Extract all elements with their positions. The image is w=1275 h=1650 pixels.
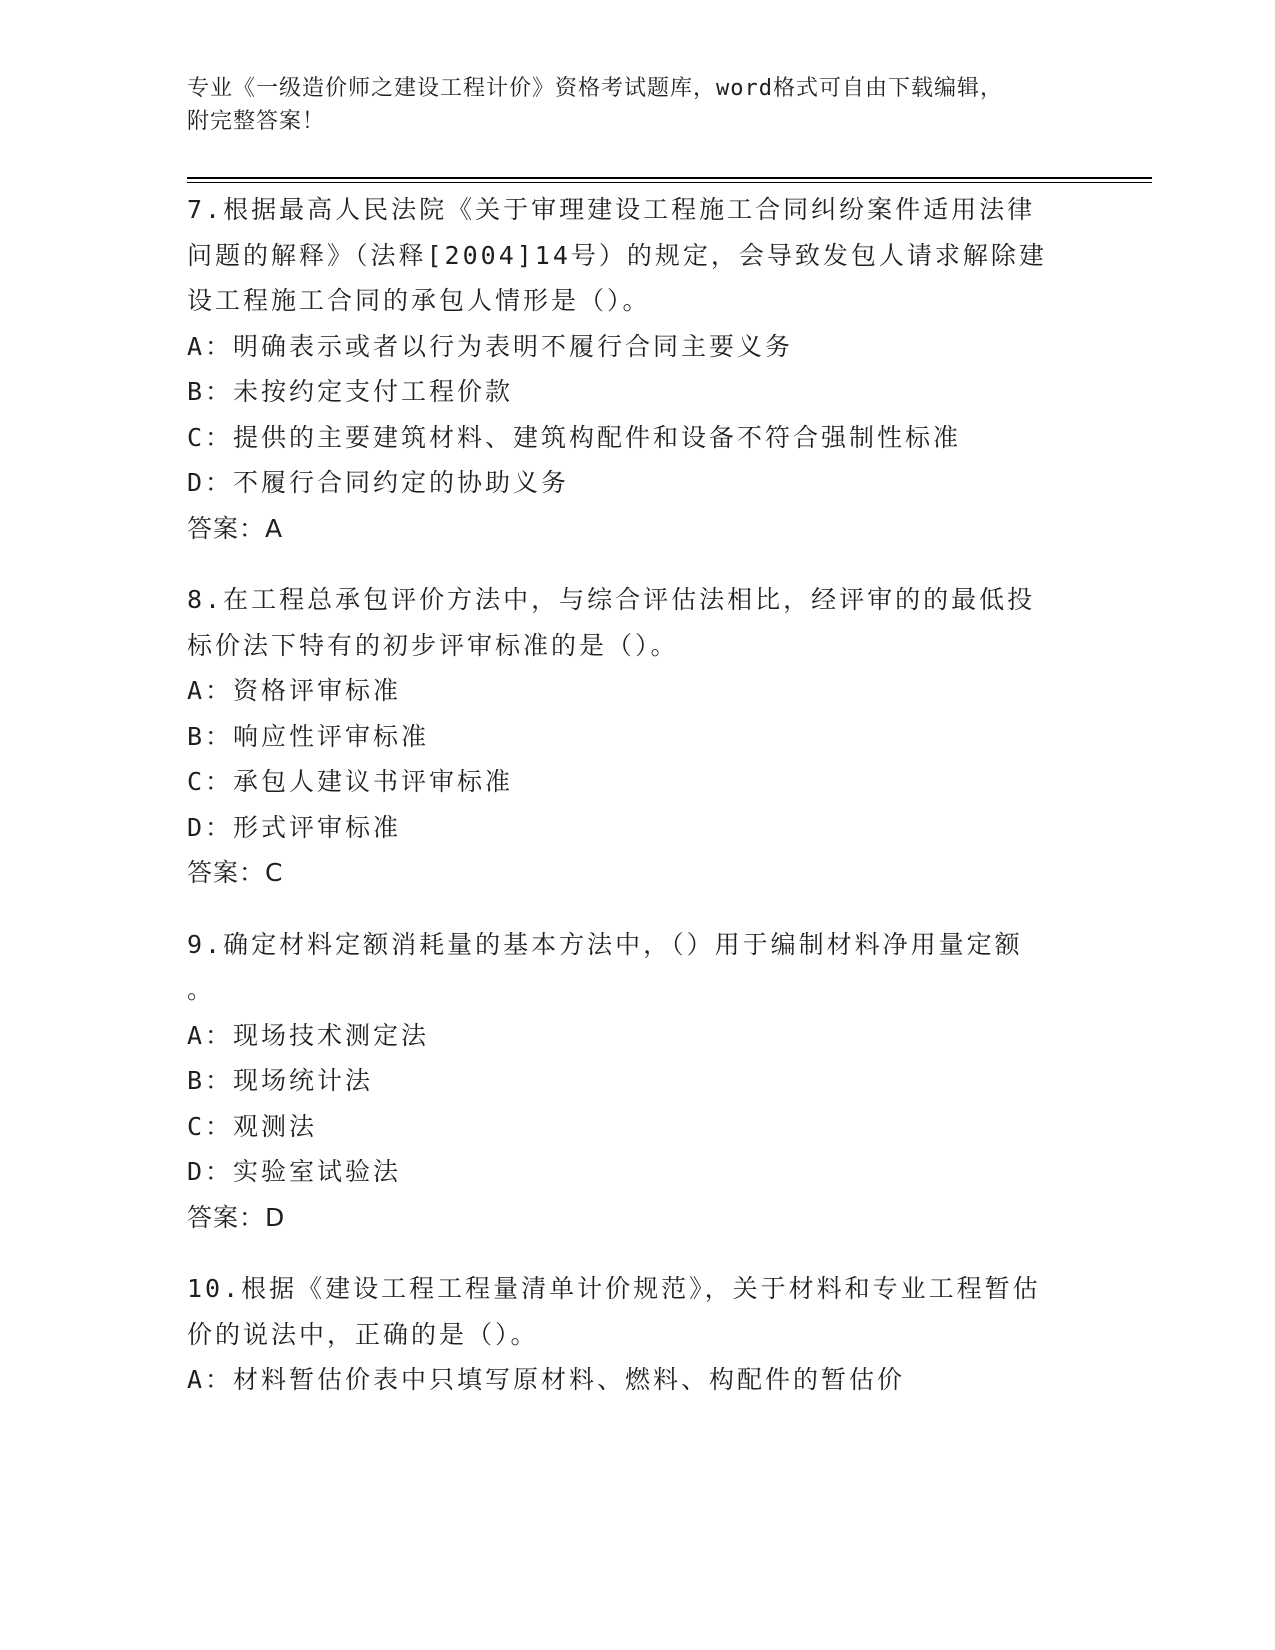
header-line-1: 专业《一级造价师之建设工程计价》资格考试题库，word格式可自由下载编辑， bbox=[187, 76, 1003, 101]
stem-line: 设工程施工合同的承包人情形是（）。 bbox=[187, 286, 651, 315]
question-10 bbox=[187, 1266, 1087, 1403]
document-header bbox=[187, 72, 1067, 138]
option-b: B：响应性评审标准 bbox=[187, 721, 430, 751]
answer: 答案：D bbox=[187, 1202, 286, 1232]
option-b: B：未按约定支付工程价款 bbox=[187, 377, 514, 406]
stem-line: 价的说法中，正确的是（）。 bbox=[187, 1319, 539, 1349]
stem-line: 标价法下特有的初步评审标准的是（）。 bbox=[187, 630, 679, 660]
question-8 bbox=[187, 577, 1087, 896]
header-divider-thin bbox=[187, 182, 1152, 183]
stem-line: 7.根据最高人民法院《关于审理建设工程施工合同纠纷案件适用法律 bbox=[187, 195, 1036, 224]
question-7 bbox=[187, 187, 1087, 551]
stem-line: 。 bbox=[187, 975, 216, 1004]
stem-line: 问题的解释》（法释[2004]14号）的规定，会导致发包人请求解除建 bbox=[187, 240, 1047, 270]
option-a: A：现场技术测定法 bbox=[187, 1020, 430, 1050]
option-d: D：不履行合同约定的协助义务 bbox=[187, 468, 570, 497]
answer: 答案：C bbox=[187, 858, 284, 887]
header-line-2: 附完整答案！ bbox=[187, 109, 326, 134]
option-a: A：明确表示或者以行为表明不履行合同主要义务 bbox=[187, 331, 794, 361]
option-a: A：资格评审标准 bbox=[187, 676, 402, 705]
stem-line: 9.确定材料定额消耗量的基本方法中，（）用于编制材料净用量定额 bbox=[187, 929, 1023, 959]
question-stem bbox=[187, 577, 1087, 668]
header-divider-thick bbox=[187, 177, 1152, 179]
option-c: C：观测法 bbox=[187, 1111, 318, 1141]
question-stem bbox=[187, 922, 1087, 1013]
option-b: B：现场统计法 bbox=[187, 1066, 374, 1095]
option-a: A：材料暂估价表中只填写原材料、燃料、构配件的暂估价 bbox=[187, 1365, 906, 1394]
option-c: C：提供的主要建筑材料、建筑构配件和设备不符合强制性标准 bbox=[187, 422, 962, 452]
option-d: D：实验室试验法 bbox=[187, 1157, 402, 1186]
question-list bbox=[187, 187, 1087, 1429]
question-stem bbox=[187, 187, 1087, 324]
question-9 bbox=[187, 922, 1087, 1241]
option-d: D：形式评审标准 bbox=[187, 812, 402, 842]
question-stem bbox=[187, 1266, 1087, 1357]
option-c: C：承包人建议书评审标准 bbox=[187, 767, 514, 796]
answer: 答案：A bbox=[187, 513, 284, 543]
stem-line: 10.根据《建设工程工程量清单计价规范》，关于材料和专业工程暂估 bbox=[187, 1274, 1041, 1303]
stem-line: 8.在工程总承包评价方法中，与综合评估法相比，经评审的的最低投 bbox=[187, 585, 1036, 614]
